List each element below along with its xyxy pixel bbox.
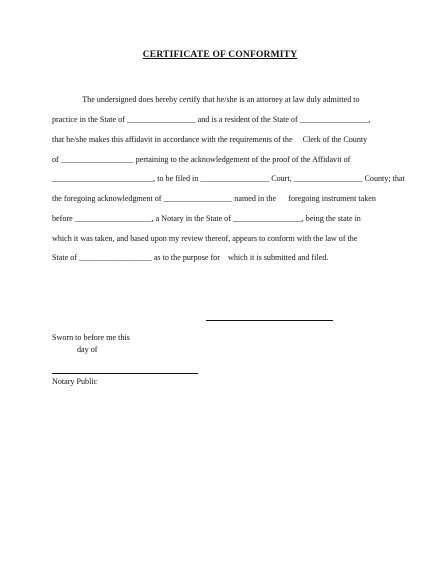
body-line-7: before ___________________, a Notary in the State of _________________, being the state in	[52, 214, 361, 223]
day-of-text: day of	[77, 345, 98, 354]
body-line-3: that he/she makes this affidavit in accordance with the requirements of the Clerk of the County	[52, 135, 368, 144]
body-line-9: State of __________________ as to the purpose for which it is submitted and filed.	[52, 253, 329, 262]
notary-signature-line	[52, 373, 198, 374]
body-line-6: the foregoing acknowledgment of _________________ named in the foregoing instrument taken	[52, 194, 376, 203]
body-line-8: which it was taken, and based upon my review thereof, appears to conform with the law of the	[52, 234, 358, 243]
attorney-signature-line	[206, 320, 333, 321]
notary-public-label: Notary Public	[52, 377, 98, 386]
sworn-text: Sworn to before me this	[52, 333, 130, 342]
body-line-2: practice in the State of _________________ and is a resident of the State of _________________,	[52, 115, 371, 124]
body-line-1: The undersigned does hereby certify that he/she is an attorney at law duly admitted to	[52, 95, 360, 104]
body-line-4: of __________________ pertaining to the acknowledgement of the proof of the Affidavit of	[52, 155, 351, 164]
body-line-5: _________________________, to be filed in _________________ Court, _________________ County; that	[52, 174, 405, 183]
document-title: CERTIFICATE OF CONFORMITY	[142, 50, 298, 60]
